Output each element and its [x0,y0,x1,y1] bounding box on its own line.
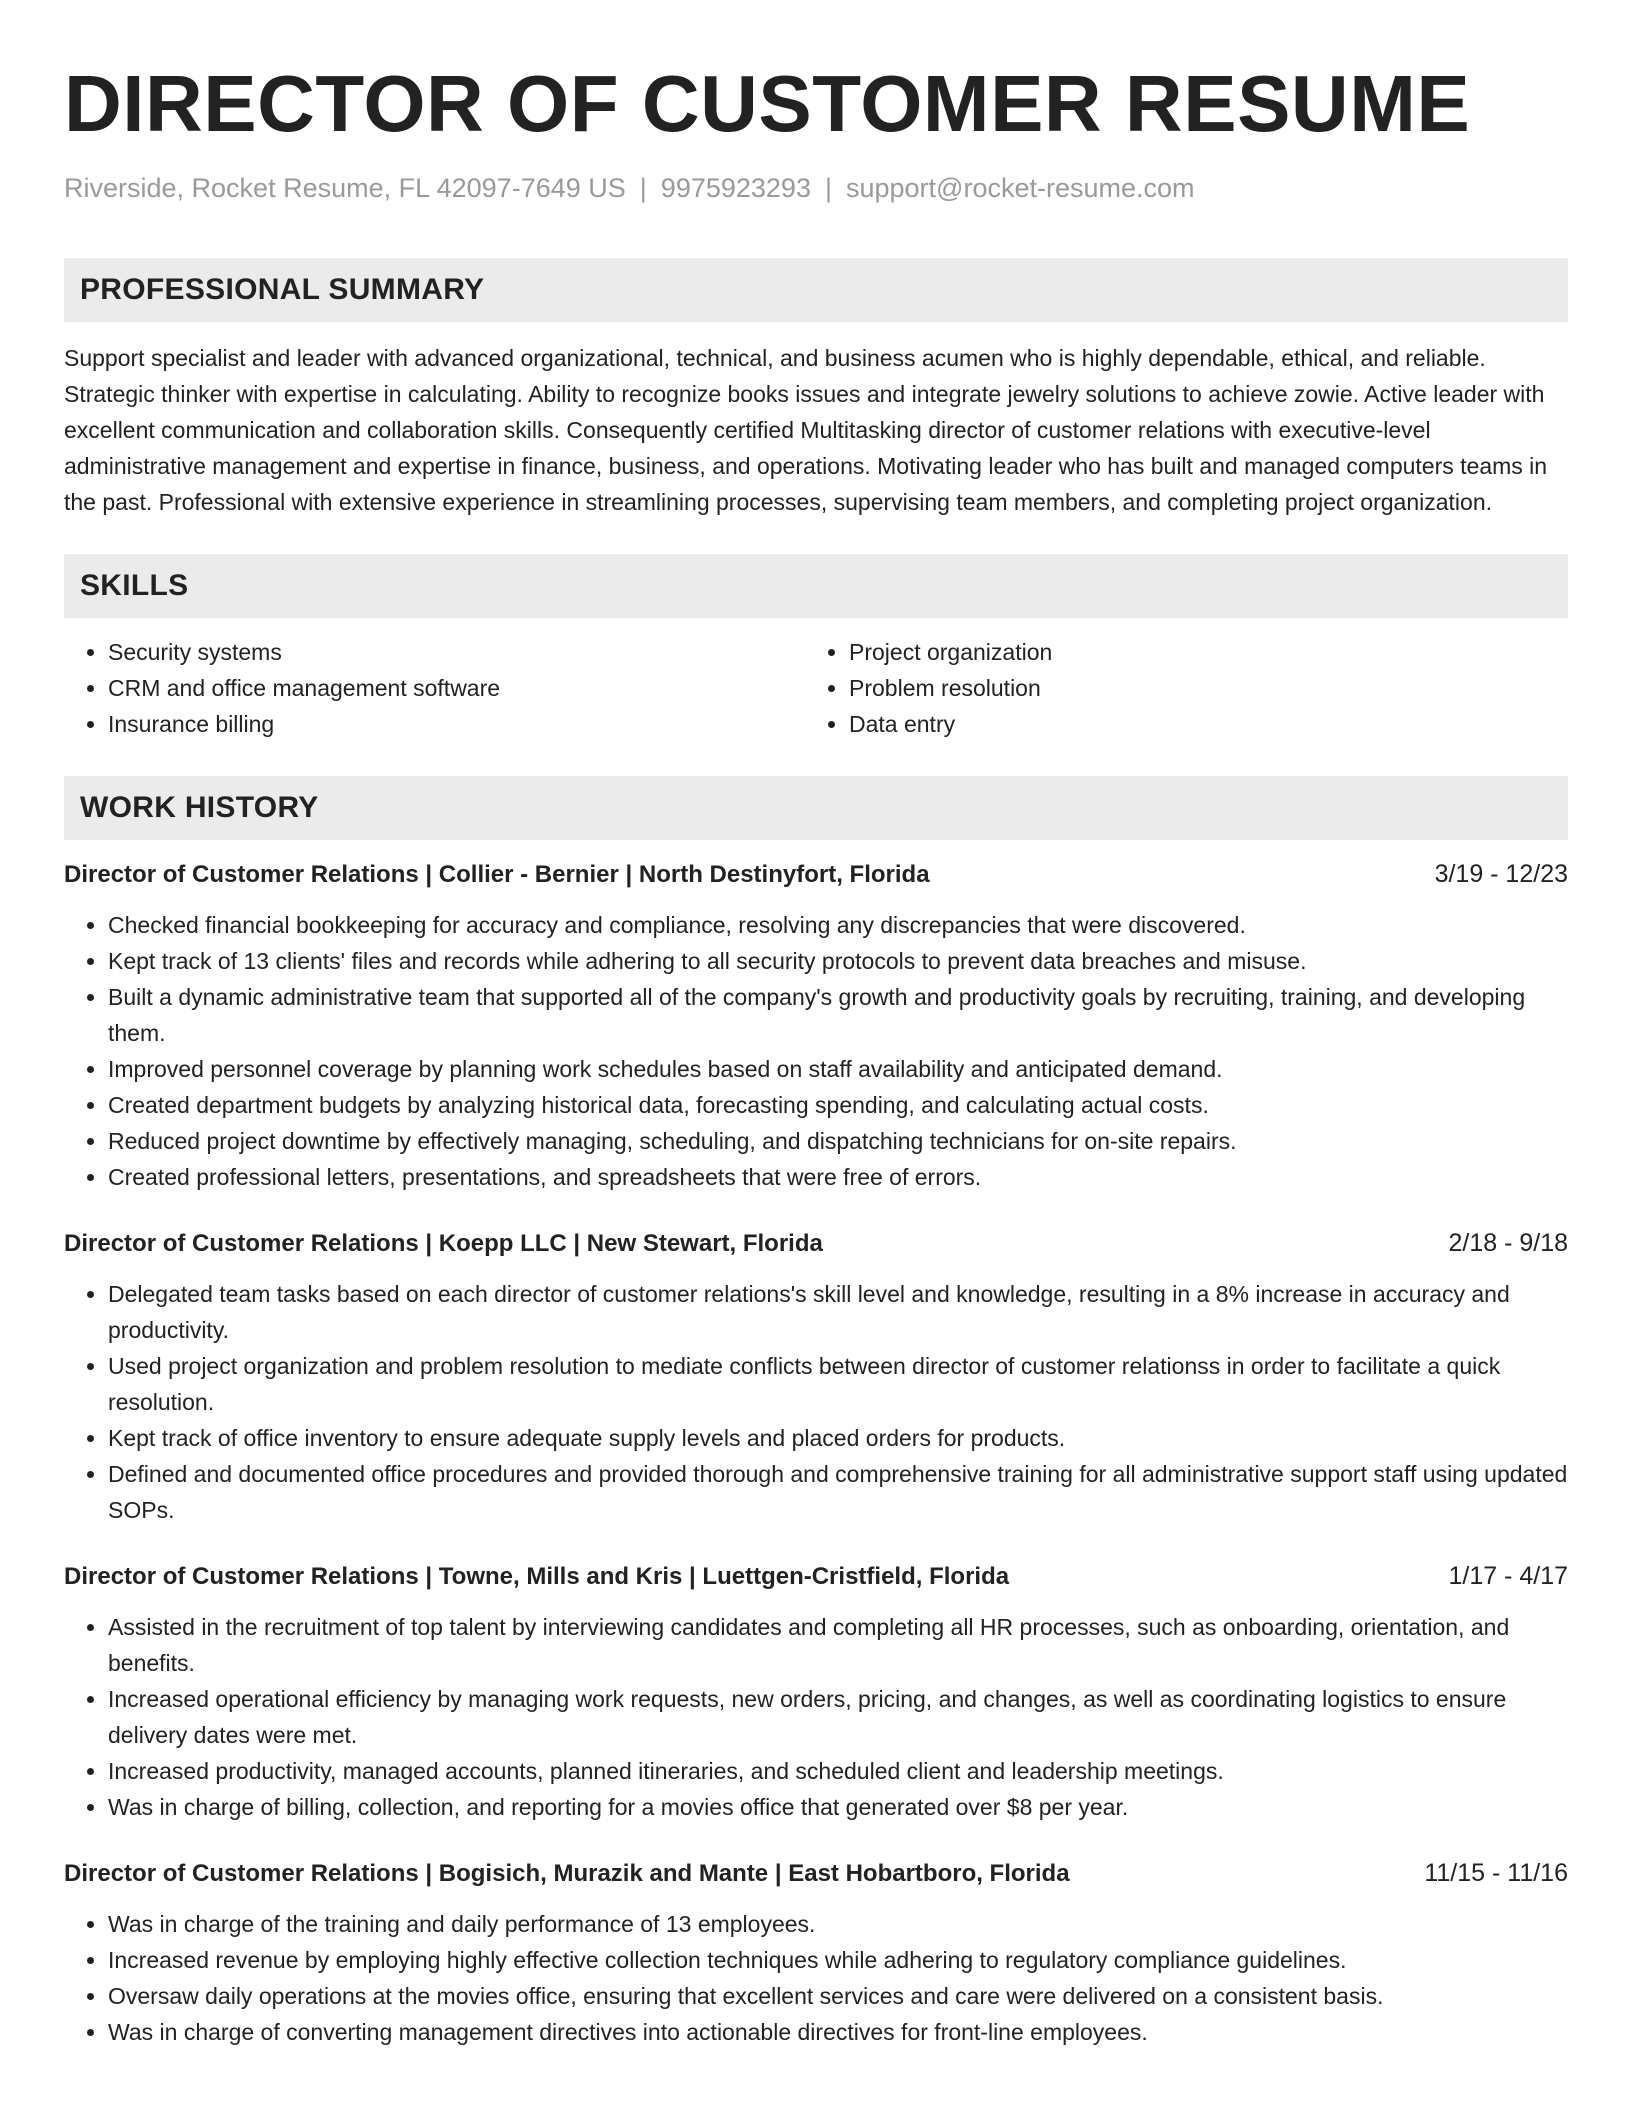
job-entry [64,1225,1568,1528]
skill-item: • Problem resolution [849,670,1546,706]
skill-item: • Insurance billing [108,706,805,742]
job-bullet: • Increased productivity, managed accounts, planned itineraries, and scheduled client and leadership meetings. [108,1753,1568,1789]
job-bullet: • Was in charge of the training and daily performance of 13 employees. [108,1906,1568,1942]
contact-phone: 9975923293 [660,173,811,203]
job-bullet: • Oversaw daily operations at the movies office, ensuring that excellent services and care were delivered on a consistent basis. [108,1978,1568,2014]
job-entry [64,1558,1568,1825]
contact-address: Riverside, Rocket Resume, FL 42097-7649 US [64,173,626,203]
job-bullet: • Built a dynamic administrative team that supported all of the company's growth and productivity goals by recruiting, training, and developing them. [108,979,1568,1051]
job-bullet: • Increased revenue by employing highly effective collection techniques while adhering to regulatory compliance guidelines. [108,1942,1568,1978]
contact-email: support@rocket-resume.com [845,173,1195,203]
job-bullet: • Reduced project downtime by effectively managing, scheduling, and dispatching technicians for on-site repairs. [108,1123,1568,1159]
section-heading-summary: PROFESSIONAL SUMMARY [64,258,1568,322]
summary-text: Support specialist and leader with advanced organizational, technical, and business acumen who is highly dependable, ethical, and reliable. Strategic thinker with expertise in calculating. Ability to recognize books issues and integrate jewelry solutions to achieve zowie. Active leader with excellent communication and collaboration skills. Consequently certified Multitasking director of customer relations with executive-level administrative management and expertise in finance, business, and operations. Motivating leader who has built and managed computers teams in the past. Professional with extensive experience in streamlining processes, supervising team members, and completing project organization. [64,345,1548,515]
job-bullet: • Created department budgets by analyzing historical data, forecasting spending, and calculating actual costs. [108,1087,1568,1123]
job-bullet: • Used project organization and problem resolution to mediate conflicts between director of customer relationss in order to facilitate a quick resolution. [108,1348,1568,1420]
job-dates: 3/19 - 12/23 [1434,860,1568,888]
job-bullets [64,1906,1568,2050]
contact-line [64,170,1568,206]
job-entry [64,856,1568,1195]
job-dates: 1/17 - 4/17 [1448,1562,1568,1590]
job-title: Director of Customer Relations | Collier - Bernier | North Destinyfort, Florida [64,861,930,888]
job-header [64,1558,1568,1595]
skill-item: • CRM and office management software [108,670,805,706]
job-bullet: • Checked financial bookkeeping for accuracy and compliance, resolving any discrepancies that were discovered. [108,907,1568,943]
job-bullet: • Created professional letters, presentations, and spreadsheets that were free of errors. [108,1159,1568,1195]
skill-item: • Security systems [108,634,805,670]
job-entry [64,1855,1568,2050]
skills-column-left [64,634,805,742]
job-dates: 2/18 - 9/18 [1448,1229,1568,1257]
job-bullets [64,1276,1568,1528]
job-bullets [64,1609,1568,1825]
job-dates: 11/15 - 11/16 [1424,1859,1568,1887]
section-heading-skills: SKILLS [64,554,1568,618]
job-bullet: • Improved personnel coverage by planning work schedules based on staff availability and anticipated demand. [108,1051,1568,1087]
job-bullet: • Assisted in the recruitment of top talent by interviewing candidates and completing all HR processes, such as onboarding, orientation, and benefits. [108,1609,1568,1681]
job-bullets [64,907,1568,1195]
job-header [64,1855,1568,1892]
job-bullet: • Defined and documented office procedures and provided thorough and comprehensive training for all administrative support staff using updated SOPs. [108,1456,1568,1528]
skill-item: • Data entry [849,706,1546,742]
job-bullet: • Increased operational efficiency by managing work requests, new orders, pricing, and changes, as well as coordinating logistics to ensure delivery dates were met. [108,1681,1568,1753]
contact-separator: | [824,173,832,203]
skills-list [64,634,1568,742]
skills-column-right [805,634,1546,742]
resume-title: DIRECTOR OF CUSTOMER RESUME [64,59,1471,148]
job-bullet: • Was in charge of billing, collection, and reporting for a movies office that generated over $8 per year. [108,1789,1568,1825]
job-bullet: • Delegated team tasks based on each director of customer relations's skill level and knowledge, resulting in a 8% increase in accuracy and productivity. [108,1276,1568,1348]
job-header [64,1225,1568,1262]
job-header [64,856,1568,893]
skill-item: • Project organization [849,634,1546,670]
job-title: Director of Customer Relations | Koepp LLC | New Stewart, Florida [64,1230,823,1257]
job-bullet: • Kept track of 13 clients' files and records while adhering to all security protocols to prevent data breaches and misuse. [108,943,1568,979]
job-title: Director of Customer Relations | Bogisich, Murazik and Mante | East Hobartboro, Florida [64,1860,1070,1887]
job-bullet: • Kept track of office inventory to ensure adequate supply levels and placed orders for products. [108,1420,1568,1456]
job-title: Director of Customer Relations | Towne, Mills and Kris | Luettgen-Cristfield, Florida [64,1563,1010,1590]
contact-separator: | [639,173,647,203]
section-heading-work-history: WORK HISTORY [64,776,1568,840]
job-bullet: • Was in charge of converting management directives into actionable directives for front-line employees. [108,2014,1568,2050]
